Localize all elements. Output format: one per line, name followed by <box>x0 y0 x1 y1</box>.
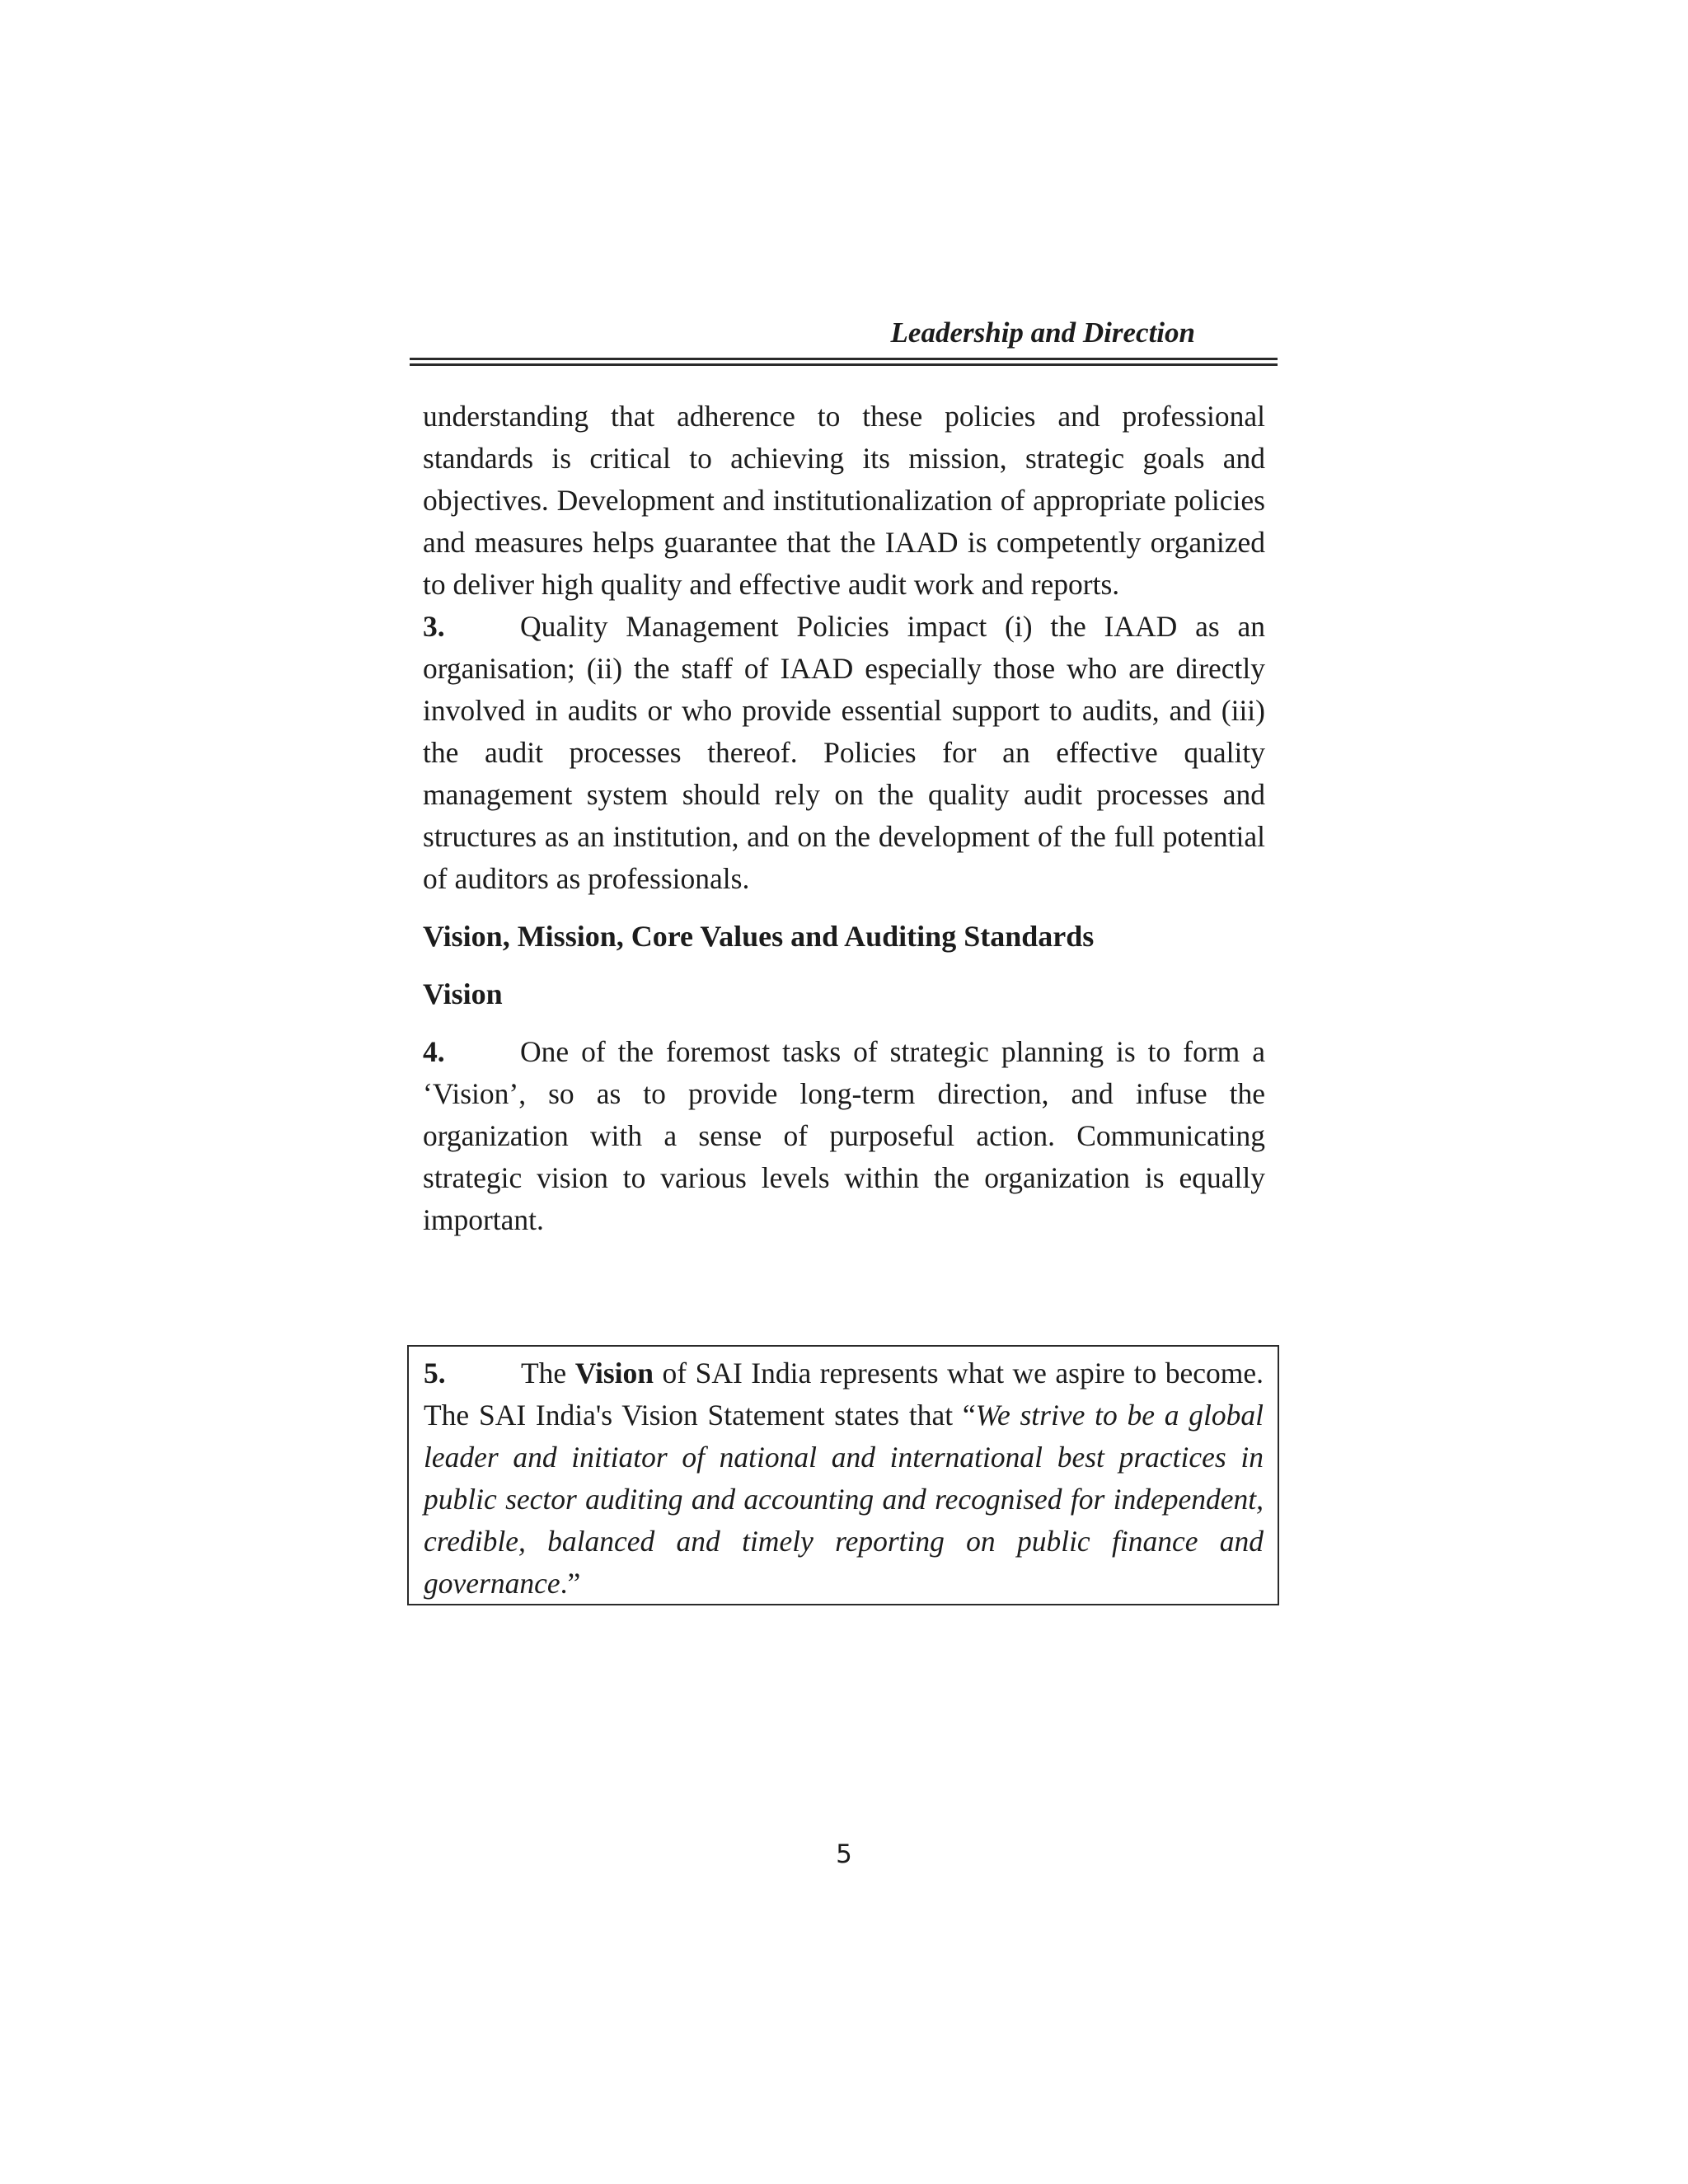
vision-bold-word: Vision <box>574 1357 654 1390</box>
paragraph-4-number: 4. <box>423 1035 445 1068</box>
paragraph-5 <box>424 1352 1264 1605</box>
paragraph-4 <box>423 1031 1265 1241</box>
vision-statement-closing: .” <box>560 1567 581 1600</box>
paragraph-5-number: 5. <box>424 1357 446 1390</box>
paragraph-5-text: of SAI India represents what we aspire to become. The SAI India's Vision Statement states that “ <box>424 1357 1264 1432</box>
paragraph-3 <box>423 606 1265 900</box>
paragraph-5-lead: The <box>521 1357 567 1390</box>
paragraph-intro: understanding that adherence to these policies and professional standards is critical to achieving its mission, strategic goals and objectives. Development and institutionalization of appropriate policies and measures helps guarantee that the IAAD is competently organized to deliver high quality and effective audit work and reports. <box>423 400 1265 601</box>
running-header-title: Leadership and Direction <box>890 316 1195 349</box>
section-heading: Vision, Mission, Core Values and Auditing Standards <box>423 920 1095 953</box>
page-number: 5 <box>836 1840 852 1869</box>
paragraph-4-text: One of the foremost tasks of strategic planning is to form a ‘Vision’, so as to provide long-term direction, and infuse the organization with a sense of purposeful action. Communicating strategic vision to various levels within the organization is equally important. <box>423 1035 1265 1236</box>
paragraph-3-number: 3. <box>423 610 445 643</box>
vision-statement-box <box>407 1345 1279 1605</box>
body-text <box>423 396 1265 1241</box>
header-double-rule <box>410 358 1278 366</box>
running-header <box>410 316 1234 349</box>
vision-statement-quote: We strive to be a global leader and initiator of national and international best practices in public sector auditing and accounting and recognised for independent, credible, balanced and timely reporting on public finance and governance <box>424 1399 1264 1600</box>
subsection-heading-vision: Vision <box>423 977 503 1010</box>
paragraph-3-text: Quality Management Policies impact (i) the IAAD as an organisation; (ii) the staff of IAAD especially those who are directly involved in audits or who provide essential support to audits, and (iii) the audit processes thereof. Policies for an effective quality management system should rely on the quality audit processes and structures as an institution, and on the development of the full potential of auditors as professionals. <box>423 610 1265 895</box>
